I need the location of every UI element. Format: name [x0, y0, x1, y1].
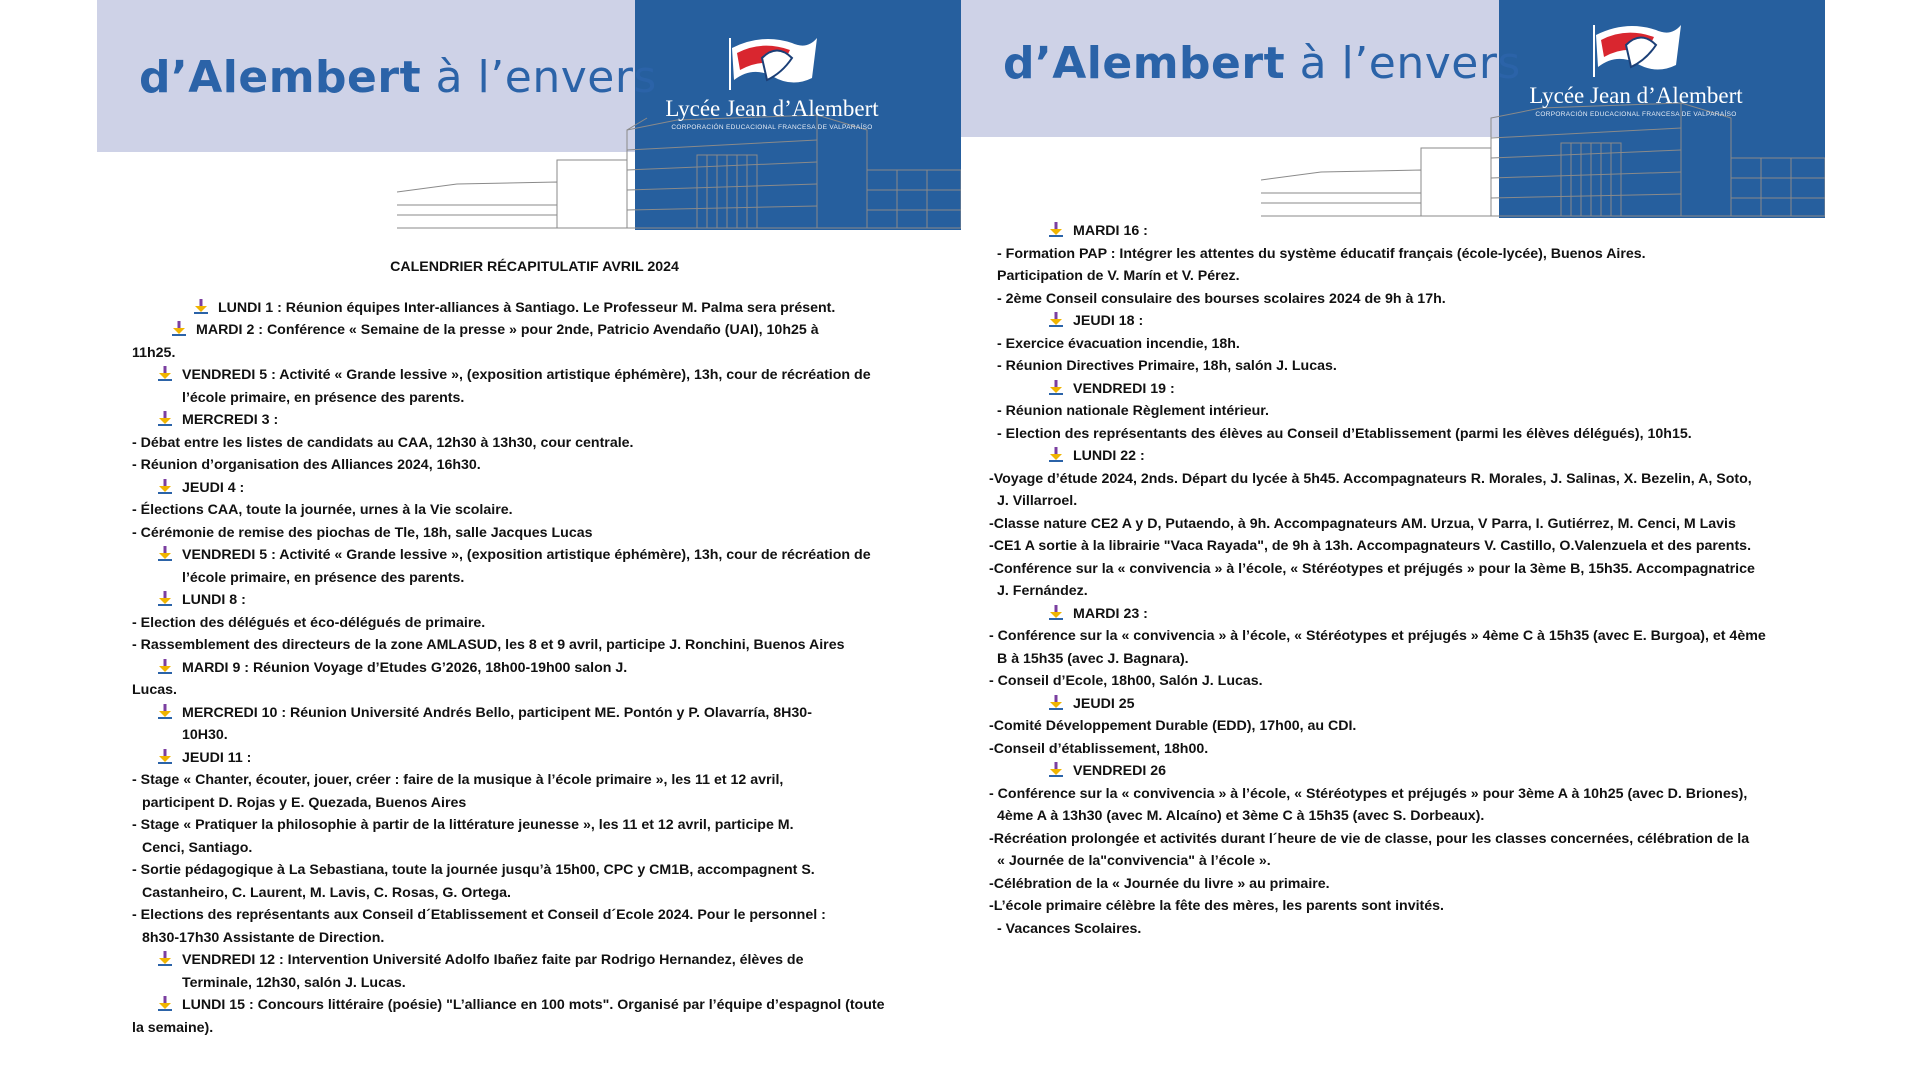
entry-text: - Election des délégués et éco-délégués de primaire. [132, 614, 486, 631]
calendar-day-entry [132, 589, 937, 612]
calendar-day-entry [132, 657, 937, 702]
arrow-bullet-icon [1047, 221, 1065, 237]
arrow-bullet-icon [1047, 379, 1065, 395]
entry-text: - Vacances Scolaires. [997, 920, 1142, 937]
arrow-bullet-icon [156, 590, 174, 606]
calendar-day-entry [989, 760, 1794, 783]
entry-continuation: Cenci, Santiago. [142, 839, 253, 856]
entry-continuation: Terminale, 12h30, salón J. Lucas. [182, 974, 406, 991]
calendar-list-left [132, 256, 937, 1039]
entry-text: LUNDI 1 : Réunion équipes Inter-alliances à Santiago. Le Professeur M. Palma sera présent. [218, 299, 836, 316]
school-name: Lycée Jean d’Alembert [665, 96, 879, 121]
calendar-event-item [989, 243, 1794, 288]
entry-text: MARDI 2 : Conférence « Semaine de la presse » pour 2nde, Patricio Avendaño (UAI), 10h25 à [196, 322, 819, 338]
calendar-event-item [132, 454, 937, 477]
entry-text: JEUDI 18 : [1073, 313, 1144, 329]
calendar-event-item [989, 513, 1794, 536]
calendar-day-entry [132, 702, 937, 747]
calendar-event-item [989, 558, 1794, 603]
calendar-event-item [989, 535, 1794, 558]
entry-text: -Conseil d’établissement, 18h00. [989, 740, 1209, 757]
entry-continuation: 4ème A à 13h30 (avec M. Alcaíno) et 3ème C à 15h35 (avec S. Dorbeaux). [997, 808, 1485, 824]
calendar-day-entry [989, 693, 1794, 716]
calendar-event-item [989, 715, 1794, 738]
calendar-event-item [989, 783, 1794, 828]
entry-continuation: « Journée de la"convivencia" à l’école ». [997, 853, 1271, 869]
calendar-event-item [132, 859, 937, 904]
calendar-event-item [989, 355, 1794, 378]
calendar-event-item [989, 400, 1794, 423]
entry-text: LUNDI 22 : [1073, 448, 1145, 464]
entry-text: MARDI 9 : Réunion Voyage d’Etudes G’2026, 18h00-19h00 salon J. [182, 659, 628, 676]
calendar-day-entry [132, 319, 937, 364]
entry-text: - Cérémonie de remise des piochas de Tle, 18h, salle Jacques Lucas [132, 524, 593, 541]
arrow-bullet-icon [1047, 694, 1065, 710]
entry-text: -Conférence sur la « convivencia » à l’école, « Stéréotypes et préjugés » pour la 3ème B, 15h35. Accompagnatrice [989, 560, 1755, 577]
entry-text: MERCREDI 3 : [182, 412, 279, 428]
school-subtitle: CORPORACIÓN EDUCACIONAL FRANCESA DE VALPARAÍSO [671, 124, 873, 131]
entry-text: -Récréation prolongée et activités durant l´heure de vie de classe, pour les classes concernées, célébration de la [989, 830, 1750, 847]
calendar-day-entry [132, 477, 937, 500]
pelican-flag-icon [1586, 15, 1686, 85]
entry-text: - Stage « Chanter, écouter, jouer, créer : faire de la musique à l’école primaire », les 11 et 12 avril, [132, 772, 784, 788]
calendar-event-item [132, 634, 937, 657]
entry-text: VENDREDI 26 [1073, 763, 1167, 779]
arrow-bullet-icon [156, 950, 174, 966]
entry-continuation: J. Fernández. [997, 583, 1088, 599]
entry-text: MARDI 16 : [1073, 223, 1148, 239]
entry-text: - Formation PAP : Intégrer les attentes du système éducatif français (école-lycée), Buenos Aires. [997, 245, 1646, 262]
entry-continuation: participent D. Rojas y E. Quezada, Buenos Aires [142, 794, 467, 811]
calendar-day-entry [989, 378, 1794, 401]
entry-text: - Conférence sur la « convivencia » à l’école, « Stéréotypes et préjugés » pour 3ème A à 10h25 (avec D. Briones), [989, 785, 1748, 802]
entry-continuation: J. Villarroel. [997, 493, 1078, 509]
calendar-day-entry [989, 310, 1794, 333]
entry-text: - Débat entre les listes de candidats au CAA, 12h30 à 13h30, cour centrale. [132, 434, 634, 451]
arrow-bullet-icon [1047, 761, 1065, 777]
entry-text: -CE1 A sortie à la librairie "Vaca Rayada", de 9h à 13h. Accompagnateurs V. Castillo, O.Valenzuela et des parents. [989, 538, 1752, 554]
newsletter-title: d’Alembert à l’envers [1003, 38, 1521, 89]
entry-text: LUNDI 8 : [182, 592, 246, 608]
arrow-bullet-icon [156, 410, 174, 426]
calendar-day-entry [132, 409, 937, 432]
calendar-day-entry [132, 544, 937, 589]
newsletter-page-right [961, 0, 1825, 1080]
arrow-bullet-icon [170, 320, 188, 336]
entry-continuation: Participation de V. Marín et V. Pérez. [997, 268, 1240, 284]
entry-continuation: B à 15h35 (avec J. Bagnara). [997, 650, 1189, 667]
entry-continuation: Castanheiro, C. Laurent, M. Lavis, C. Rosas, G. Ortega. [142, 884, 511, 901]
entry-text: - Exercice évacuation incendie, 18h. [997, 335, 1240, 352]
calendar-event-item [989, 423, 1794, 446]
entry-text: -Voyage d’étude 2024, 2nds. Départ du lycée à 5h45. Accompagnateurs R. Morales, J. Salinas, X. Bezelin, A, Soto, [989, 470, 1752, 487]
calendar-event-item [132, 904, 937, 949]
calendar-day-entry [132, 747, 937, 770]
arrow-bullet-icon [156, 478, 174, 494]
entry-continuation: Lucas. [132, 682, 177, 698]
calendar-list-right [989, 220, 1794, 940]
calendar-event-item [989, 895, 1794, 918]
entry-text: VENDREDI 12 : Intervention Université Adolfo Ibañez faite par Rodrigo Hernandez, élèves de [182, 952, 804, 968]
calendar-event-item [132, 499, 937, 522]
entry-continuation: l’école primaire, en présence des parents. [182, 389, 465, 406]
entry-text: VENDREDI 5 : Activité « Grande lessive », (exposition artistique éphémère), 13h, cour de récréation de [182, 547, 871, 563]
entry-text: - Sortie pédagogique à La Sebastiana, toute la journée jusqu’à 15h00, CPC y CM1B, accompagnent S. [132, 862, 815, 878]
entry-text: VENDREDI 5 : Activité « Grande lessive », (exposition artistique éphémère), 13h, cour de récréation de [182, 367, 871, 383]
arrow-bullet-icon [156, 545, 174, 561]
calendar-day-entry [132, 994, 937, 1039]
calendar-day-entry [989, 603, 1794, 626]
entry-text: -Comité Développement Durable (EDD), 17h00, au CDI. [989, 718, 1357, 734]
arrow-bullet-icon [156, 365, 174, 381]
entry-text: - Elections des représentants aux Conseil d´Etablissement et Conseil d´Ecole 2024. Pour le personnel : [132, 907, 826, 923]
calendar-event-item [989, 738, 1794, 761]
newsletter-title: d’Alembert à l’envers [139, 52, 657, 103]
calendar-heading: CALENDRIER RÉCAPITULATIF AVRIL 2024 [390, 259, 679, 275]
entry-continuation: 11h25. [132, 344, 176, 361]
entry-continuation: 8h30-17h30 Assistante de Direction. [142, 929, 385, 946]
entry-text: VENDREDI 19 : [1073, 380, 1175, 397]
entry-text: JEUDI 4 : [182, 479, 245, 496]
arrow-bullet-icon [156, 703, 174, 719]
arrow-bullet-icon [156, 995, 174, 1011]
arrow-bullet-icon [156, 658, 174, 674]
entry-text: - Rassemblement des directeurs de la zone AMLASUD, les 8 et 9 avril, participe J. Ronchini, Buenos Aires [132, 637, 845, 653]
entry-text: -Classe nature CE2 A y D, Putaendo, à 9h. Accompagnateurs AM. Urzua, V Parra, I. Gutiérrez, M. Cenci, M Lavis [989, 515, 1736, 532]
calendar-event-item [989, 670, 1794, 693]
calendar-event-item [989, 918, 1794, 941]
pelican-flag-icon [722, 28, 822, 98]
calendar-event-item [132, 769, 937, 814]
arrow-bullet-icon [1047, 311, 1065, 327]
entry-text: MARDI 23 : [1073, 605, 1148, 622]
entry-text: -Célébration de la « Journée du livre » au primaire. [989, 875, 1330, 892]
entry-text: - Election des représentants des élèves au Conseil d’Etablissement (parmi les élèves délégués), 10h15. [997, 425, 1692, 442]
calendar-event-item [989, 873, 1794, 896]
calendar-day-entry [989, 220, 1794, 243]
entry-text: - Élections CAA, toute la journée, urnes à la Vie scolaire. [132, 502, 513, 518]
arrow-bullet-icon [1047, 446, 1065, 462]
arrow-bullet-icon [192, 298, 210, 314]
school-name: Lycée Jean d’Alembert [1529, 83, 1743, 108]
header-banner [961, 0, 1825, 230]
entry-text: LUNDI 15 : Concours littéraire (poésie) "L’alliance en 100 mots". Organisé par l’équipe d’espagnol (toute [182, 997, 885, 1013]
entry-text: JEUDI 25 [1073, 695, 1135, 712]
entry-continuation: 10H30. [182, 727, 228, 743]
calendar-event-item [989, 625, 1794, 670]
calendar-day-entry [132, 949, 937, 994]
calendar-day-entry [132, 364, 937, 409]
calendar-event-item [989, 288, 1794, 311]
calendar-day-entry [132, 297, 937, 320]
entry-text: - 2ème Conseil consulaire des bourses scolaires 2024 de 9h à 17h. [997, 290, 1446, 307]
calendar-day-entry [989, 445, 1794, 468]
calendar-event-item [132, 432, 937, 455]
entry-text: JEUDI 11 : [182, 749, 252, 766]
calendar-event-item [132, 814, 937, 859]
entry-text: - Conférence sur la « convivencia » à l’école, « Stéréotypes et préjugés » 4ème C à 15h35 (avec E. Burgoa), et 4ème [989, 628, 1766, 644]
arrow-bullet-icon [1047, 604, 1065, 620]
calendar-event-item [132, 612, 937, 635]
calendar-event-item [989, 828, 1794, 873]
calendar-event-item [989, 333, 1794, 356]
entry-text: -L’école primaire célèbre la fête des mères, les parents sont invités. [989, 898, 1444, 914]
entry-text: MERCREDI 10 : Réunion Université Andrés Bello, participent ME. Pontón y P. Olavarría, 8H30- [182, 704, 812, 721]
entry-text: - Réunion nationale Règlement intérieur. [997, 403, 1269, 419]
school-subtitle: CORPORACIÓN EDUCACIONAL FRANCESA DE VALPARAÍSO [1535, 111, 1737, 118]
entry-text: - Réunion Directives Primaire, 18h, salón J. Lucas. [997, 358, 1337, 374]
arrow-bullet-icon [156, 748, 174, 764]
calendar-event-item [989, 468, 1794, 513]
entry-text: - Réunion d’organisation des Alliances 2024, 16h30. [132, 457, 481, 473]
entry-continuation: la semaine). [132, 1019, 214, 1036]
header-banner [97, 0, 961, 230]
entry-text: - Stage « Pratiquer la philosophie à partir de la littérature jeunesse », les 11 et 12 avril, participe M. [132, 817, 794, 833]
calendar-event-item [132, 522, 937, 545]
newsletter-page-left [97, 0, 961, 1080]
entry-continuation: l’école primaire, en présence des parents. [182, 569, 465, 586]
entry-text: - Conseil d’Ecole, 18h00, Salón J. Lucas. [989, 673, 1263, 689]
